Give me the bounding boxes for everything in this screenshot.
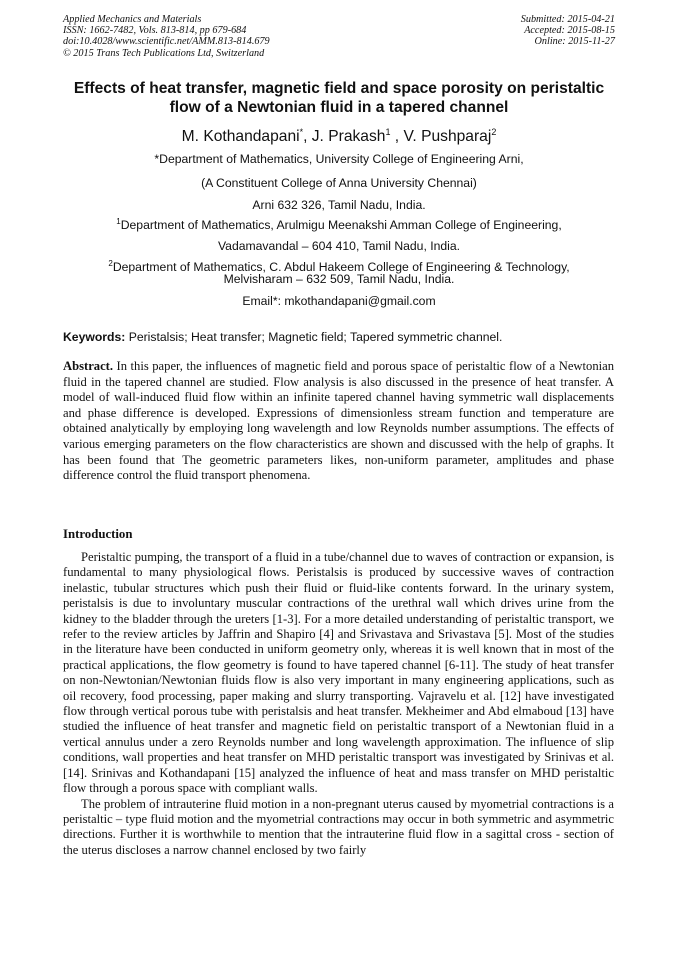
abstract-text: In this paper, the influences of magnetic field and porous space of peristaltic flow of a Newtonian fluid in the tapered channel are studied. Flow analysis is also discussed in the presence of heat transfer. A model of wall-induced fluid flow within an infinite tapered channel having symmetric wall displacements and phase difference is developed. Expressions of dimensionless stream function and temperature are obtained analytically by employing long wavelength and low Reynolds number assumptions. The effects of various emerging parameters on the flow characteristics are shown and discussed with the help of graphs. It has been found that The geometric parameters likes, non-uniform parameter, amplitudes and phase difference control the fluid transport phenomena. bbox=[63, 359, 614, 483]
keywords-label: Keywords: bbox=[63, 330, 126, 344]
affiliation-line: Melvisharam – 632 509, Tamil Nadu, India. bbox=[223, 272, 455, 286]
introduction-body bbox=[63, 550, 614, 858]
affiliation-text: Department of Mathematics, C. Abdul Hakeem College of Engineering & Technology, bbox=[112, 260, 570, 275]
affiliation-line bbox=[40, 215, 638, 232]
accepted-date: Accepted: 2015-08-15 bbox=[524, 25, 615, 37]
abstract-label: Abstract. bbox=[63, 359, 114, 373]
affiliation-line bbox=[40, 152, 638, 166]
author-name: M. Kothandapani bbox=[181, 128, 300, 146]
author-email: Email*: mkothandapani@gmail.com bbox=[242, 294, 436, 308]
author-list bbox=[40, 122, 638, 147]
journal-copyright: © 2015 Trans Tech Publications Ltd, Switzerland bbox=[63, 47, 265, 59]
paper-title-line: flow of a Newtonian fluid in a tapered channel bbox=[169, 98, 509, 116]
keywords-text: Peristalsis; Heat transfer; Magnetic field; Tapered symmetric channel. bbox=[125, 330, 503, 344]
keywords bbox=[63, 330, 623, 344]
author-name: , J. Prakash bbox=[303, 128, 386, 146]
affiliation-mark: 2 bbox=[108, 259, 113, 268]
submission-dates bbox=[521, 14, 615, 48]
online-date: Online: 2015-11-27 bbox=[534, 36, 615, 48]
affiliation-line: Arni 632 326, Tamil Nadu, India. bbox=[252, 198, 426, 212]
section-heading: Introduction bbox=[63, 527, 133, 541]
submitted-date: Submitted: 2015-04-21 bbox=[520, 14, 615, 25]
journal-issn: ISSN: 1662-7482, Vols. 813-814, pp 679-684 bbox=[63, 25, 247, 37]
author-mark: 2 bbox=[491, 127, 497, 137]
paper-title bbox=[40, 80, 638, 117]
journal-name: Applied Mechanics and Materials bbox=[63, 14, 202, 25]
affiliation-text: Department of Mathematics, Arulmigu Meenakshi Amman College of Engineering, bbox=[120, 218, 562, 233]
affiliation-text: Department of Mathematics, University College of Engineering Arni, bbox=[159, 152, 524, 166]
paragraph: The problem of intrauterine fluid motion in a non-pregnant uterus caused by myometrial contractions is a peristaltic – type fluid motion and the myometrial contractions may occur in both symmetric and asymmetric directions. Further it is worthwhile to mention that the intrauterine fluid flow in a sagittal cross - section of the uterus discloses a narrow channel enclosed by two fairly bbox=[63, 796, 614, 857]
paper-title-line: Effects of heat transfer, magnetic field and space porosity on peristaltic bbox=[73, 80, 605, 97]
author-mark: * bbox=[299, 127, 304, 137]
affiliation-line: (A Constituent College of Anna University Chennai) bbox=[201, 176, 477, 190]
journal-info bbox=[63, 14, 270, 59]
author-mark: 1 bbox=[385, 127, 391, 137]
affiliation-line: Vadamavandal – 604 410, Tamil Nadu, India. bbox=[217, 239, 461, 253]
journal-doi: doi:10.4028/www.scientific.net/AMM.813-814.679 bbox=[63, 36, 270, 48]
abstract bbox=[63, 359, 614, 484]
affiliation-mark: 1 bbox=[116, 217, 121, 226]
affiliation-mark: * bbox=[154, 152, 160, 166]
author-name: , V. Pushparaj bbox=[390, 128, 492, 146]
paragraph: Peristaltic pumping, the transport of a fluid in a tube/channel due to waves of contraction or expansion, is fundamental to many physiological flows. Peristalsis is produced by successive waves of contraction inelastic, tubular structures which push their fluid or fluid-like contents forward. In the urinary system, peristalsis is due to involuntary muscular contractions of the urethral wall which drives urine from the kidney to the bladder through the ureters [1-3]. For a more detailed understanding of peristaltic transport, we refer to the review articles by Jaffrin and Shapiro [4] and Srivastava and Srivastava [5]. Most of the studies in the literature have been conducted in uniform geometry only, whereas it is well known that in most of the practical applications, the flow geometry is found to have tapered channel [6-11]. The study of heat transfer on non-Newtonian/Newtonian fluids flow is also very important in many engineering applications, such as oil recovery, food processing, paper making and slurry transporting. Vajravelu et al. [12] have investigated flow through vertical porous tube with peristalsis and heat transfer. Mekheimer and Abd elmaboud [13] have studied the influence of heat transfer and magnetic field on peristaltic transport of a Newtonian fluid in a vertical annulus under a zero Reynolds number and long wavelength approximation. The influence of slip conditions, wall properties and heat transfer on MHD peristaltic transport was investigated by Srinivas et al. [14]. Srinivas and Kothandapani [15] analyzed the influence of heat and mass transfer on MHD peristaltic flow through a porous space with compliant walls. bbox=[63, 550, 614, 796]
